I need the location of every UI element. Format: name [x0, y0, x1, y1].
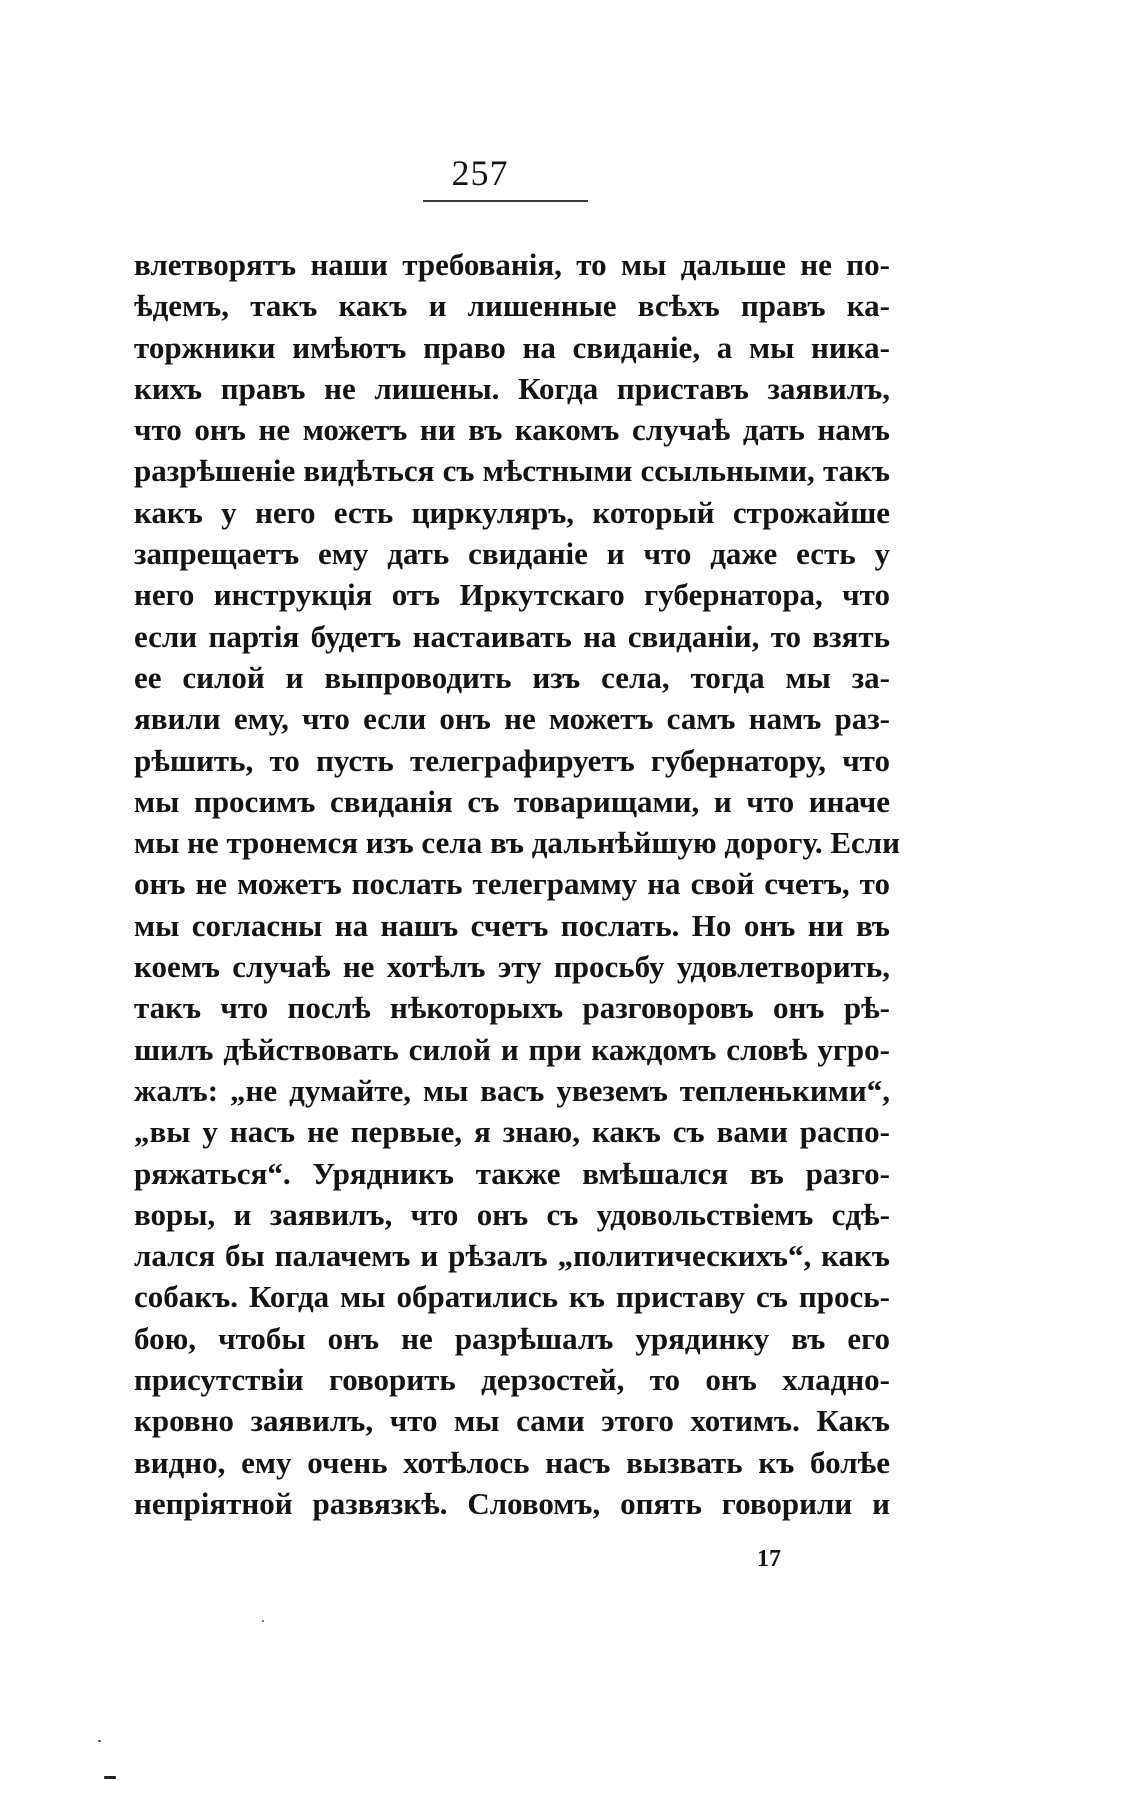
text-line: ее силой и выпроводить изъ села, тогда мы за- — [134, 659, 890, 695]
page-number: 257 — [451, 153, 509, 193]
text-line: коемъ случаѣ не хотѣлъ эту просьбу удовлетворить, — [134, 949, 890, 985]
body-text — [134, 244, 901, 1524]
text-line: видно, ему очень хотѣлось насъ вызвать къ болѣе — [134, 1444, 890, 1480]
text-line: жалъ: „не думайте, мы васъ увеземъ тепленькими“, — [134, 1072, 890, 1108]
text-line: разрѣшеніе видѣться съ мѣстными ссыльными, такъ — [134, 453, 890, 489]
text-line: бою, чтобы онъ не разрѣшалъ урядинку въ его — [134, 1320, 890, 1356]
text-line: запрещаетъ ему дать свиданіе и что даже есть у — [134, 536, 890, 572]
text-line: торжники имѣютъ право на свиданіе, а мы ника- — [134, 329, 890, 365]
text-line: него инструкція отъ Иркутскаго губернатора, что — [134, 577, 890, 613]
header-rule-tail — [542, 200, 588, 202]
text-line: „вы у насъ не первые, я знаю, какъ съ вами распо- — [134, 1114, 890, 1150]
scan-speck — [104, 1776, 116, 1779]
text-line: кровно заявилъ, что мы сами этого хотимъ. Какъ — [134, 1403, 890, 1439]
text-line: воры, и заявилъ, что онъ съ удовольствіемъ сдѣ- — [134, 1196, 890, 1232]
text-line: влетворятъ наши требованія, то мы дальше не по- — [134, 247, 890, 282]
text-line: такъ что послѣ нѣкоторыхъ разговоровъ онъ рѣ- — [134, 990, 890, 1026]
text-line: какъ у него есть циркуляръ, который строжайше — [134, 494, 890, 530]
text-line: явили ему, что если онъ не можетъ самъ намъ раз- — [134, 701, 890, 737]
text-line: присутствіи говорить дерзостей, то онъ хладно- — [134, 1362, 890, 1398]
text-line: мы согласны на нашъ счетъ послать. Но онъ ни въ — [134, 907, 890, 943]
scan-speck — [262, 1620, 264, 1622]
text-line: если партія будетъ настаивать на свиданіи, то взять — [134, 618, 890, 654]
signature-mark: 17 — [757, 1546, 781, 1572]
text-line: мы не тронемся изъ села въ дальнѣйшую дорогу. Если — [134, 825, 901, 861]
text-line: рѣшить, то пусть телеграфируетъ губернатору, что — [134, 742, 890, 778]
text-line: шилъ дѣйствовать силой и при каждомъ словѣ угро- — [134, 1031, 890, 1067]
text-line: собакъ. Когда мы обратились къ приставу съ прось- — [134, 1279, 890, 1315]
text-line: непріятной развязкѣ. Словомъ, опять говорили и — [134, 1485, 890, 1521]
text-line: мы просимъ свиданія съ товарищами, и что иначе — [134, 783, 890, 819]
text-line: ряжаться“. Урядникъ также вмѣшался въ разго- — [134, 1155, 890, 1191]
scan-speck — [98, 1740, 101, 1742]
text-line: лался бы палачемъ и рѣзалъ „политическихъ“, какъ — [134, 1238, 890, 1274]
text-line: что онъ не можетъ ни въ какомъ случаѣ дать намъ — [134, 412, 890, 448]
text-line: кихъ правъ не лишены. Когда приставъ заявилъ, — [134, 370, 890, 406]
text-line: онъ не можетъ послать телеграмму на свой счетъ, то — [134, 866, 890, 902]
text-line: ѣдемъ, такъ какъ и лишенные всѣхъ правъ ка- — [134, 288, 890, 324]
